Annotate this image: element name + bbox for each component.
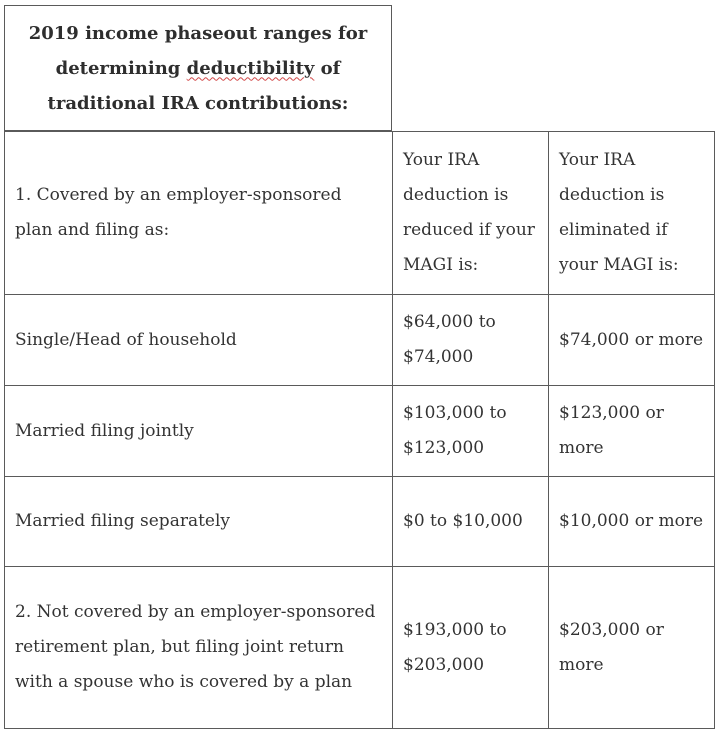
spellcheck-flagged-word: deductibility: [186, 57, 315, 79]
row-eliminated-cell: $203,000 or more: [549, 567, 715, 729]
header-reduced-cell: Your IRA deduction is reduced if your MAGI is:: [393, 132, 549, 295]
row-reduced-cell: $193,000 to $203,000: [393, 567, 549, 729]
row-label-cell: Married filing jointly: [5, 386, 393, 477]
row-label-cell: Single/Head of household: [5, 295, 393, 386]
title-line-2-end: of: [314, 57, 341, 79]
phaseout-table: [4, 131, 715, 729]
table-row: [5, 386, 715, 477]
row-eliminated-cell: $74,000 or more: [549, 295, 715, 386]
row-reduced-cell: $64,000 to $74,000: [393, 295, 549, 386]
title-line-3: traditional IRA contributions:: [47, 92, 349, 114]
table-row: [5, 295, 715, 386]
row-eliminated-cell: $123,000 or more: [549, 386, 715, 477]
table-header-row: [5, 132, 715, 295]
row-eliminated-cell: $10,000 or more: [549, 477, 715, 567]
header-category-cell: 1. Covered by an employer-sponsored plan and filing as:: [5, 132, 393, 295]
row-reduced-cell: $103,000 to $123,000: [393, 386, 549, 477]
title-line-2: [29, 51, 368, 86]
row-reduced-cell: $0 to $10,000: [393, 477, 549, 567]
table-row: [5, 477, 715, 567]
title-line-1: 2019 income phaseout ranges for: [28, 22, 368, 44]
title-line-2-start: determining: [55, 57, 187, 79]
row-label-cell: Married filing separately: [5, 477, 393, 567]
table-row: [5, 567, 715, 729]
table-title-box: [4, 5, 392, 131]
row-label-cell: 2. Not covered by an employer-sponsored retirement plan, but filing joint return with a spouse who is covered by a plan: [5, 567, 393, 729]
header-eliminated-cell: Your IRA deduction is eliminated if your MAGI is:: [549, 132, 715, 295]
table-title: [21, 16, 376, 121]
